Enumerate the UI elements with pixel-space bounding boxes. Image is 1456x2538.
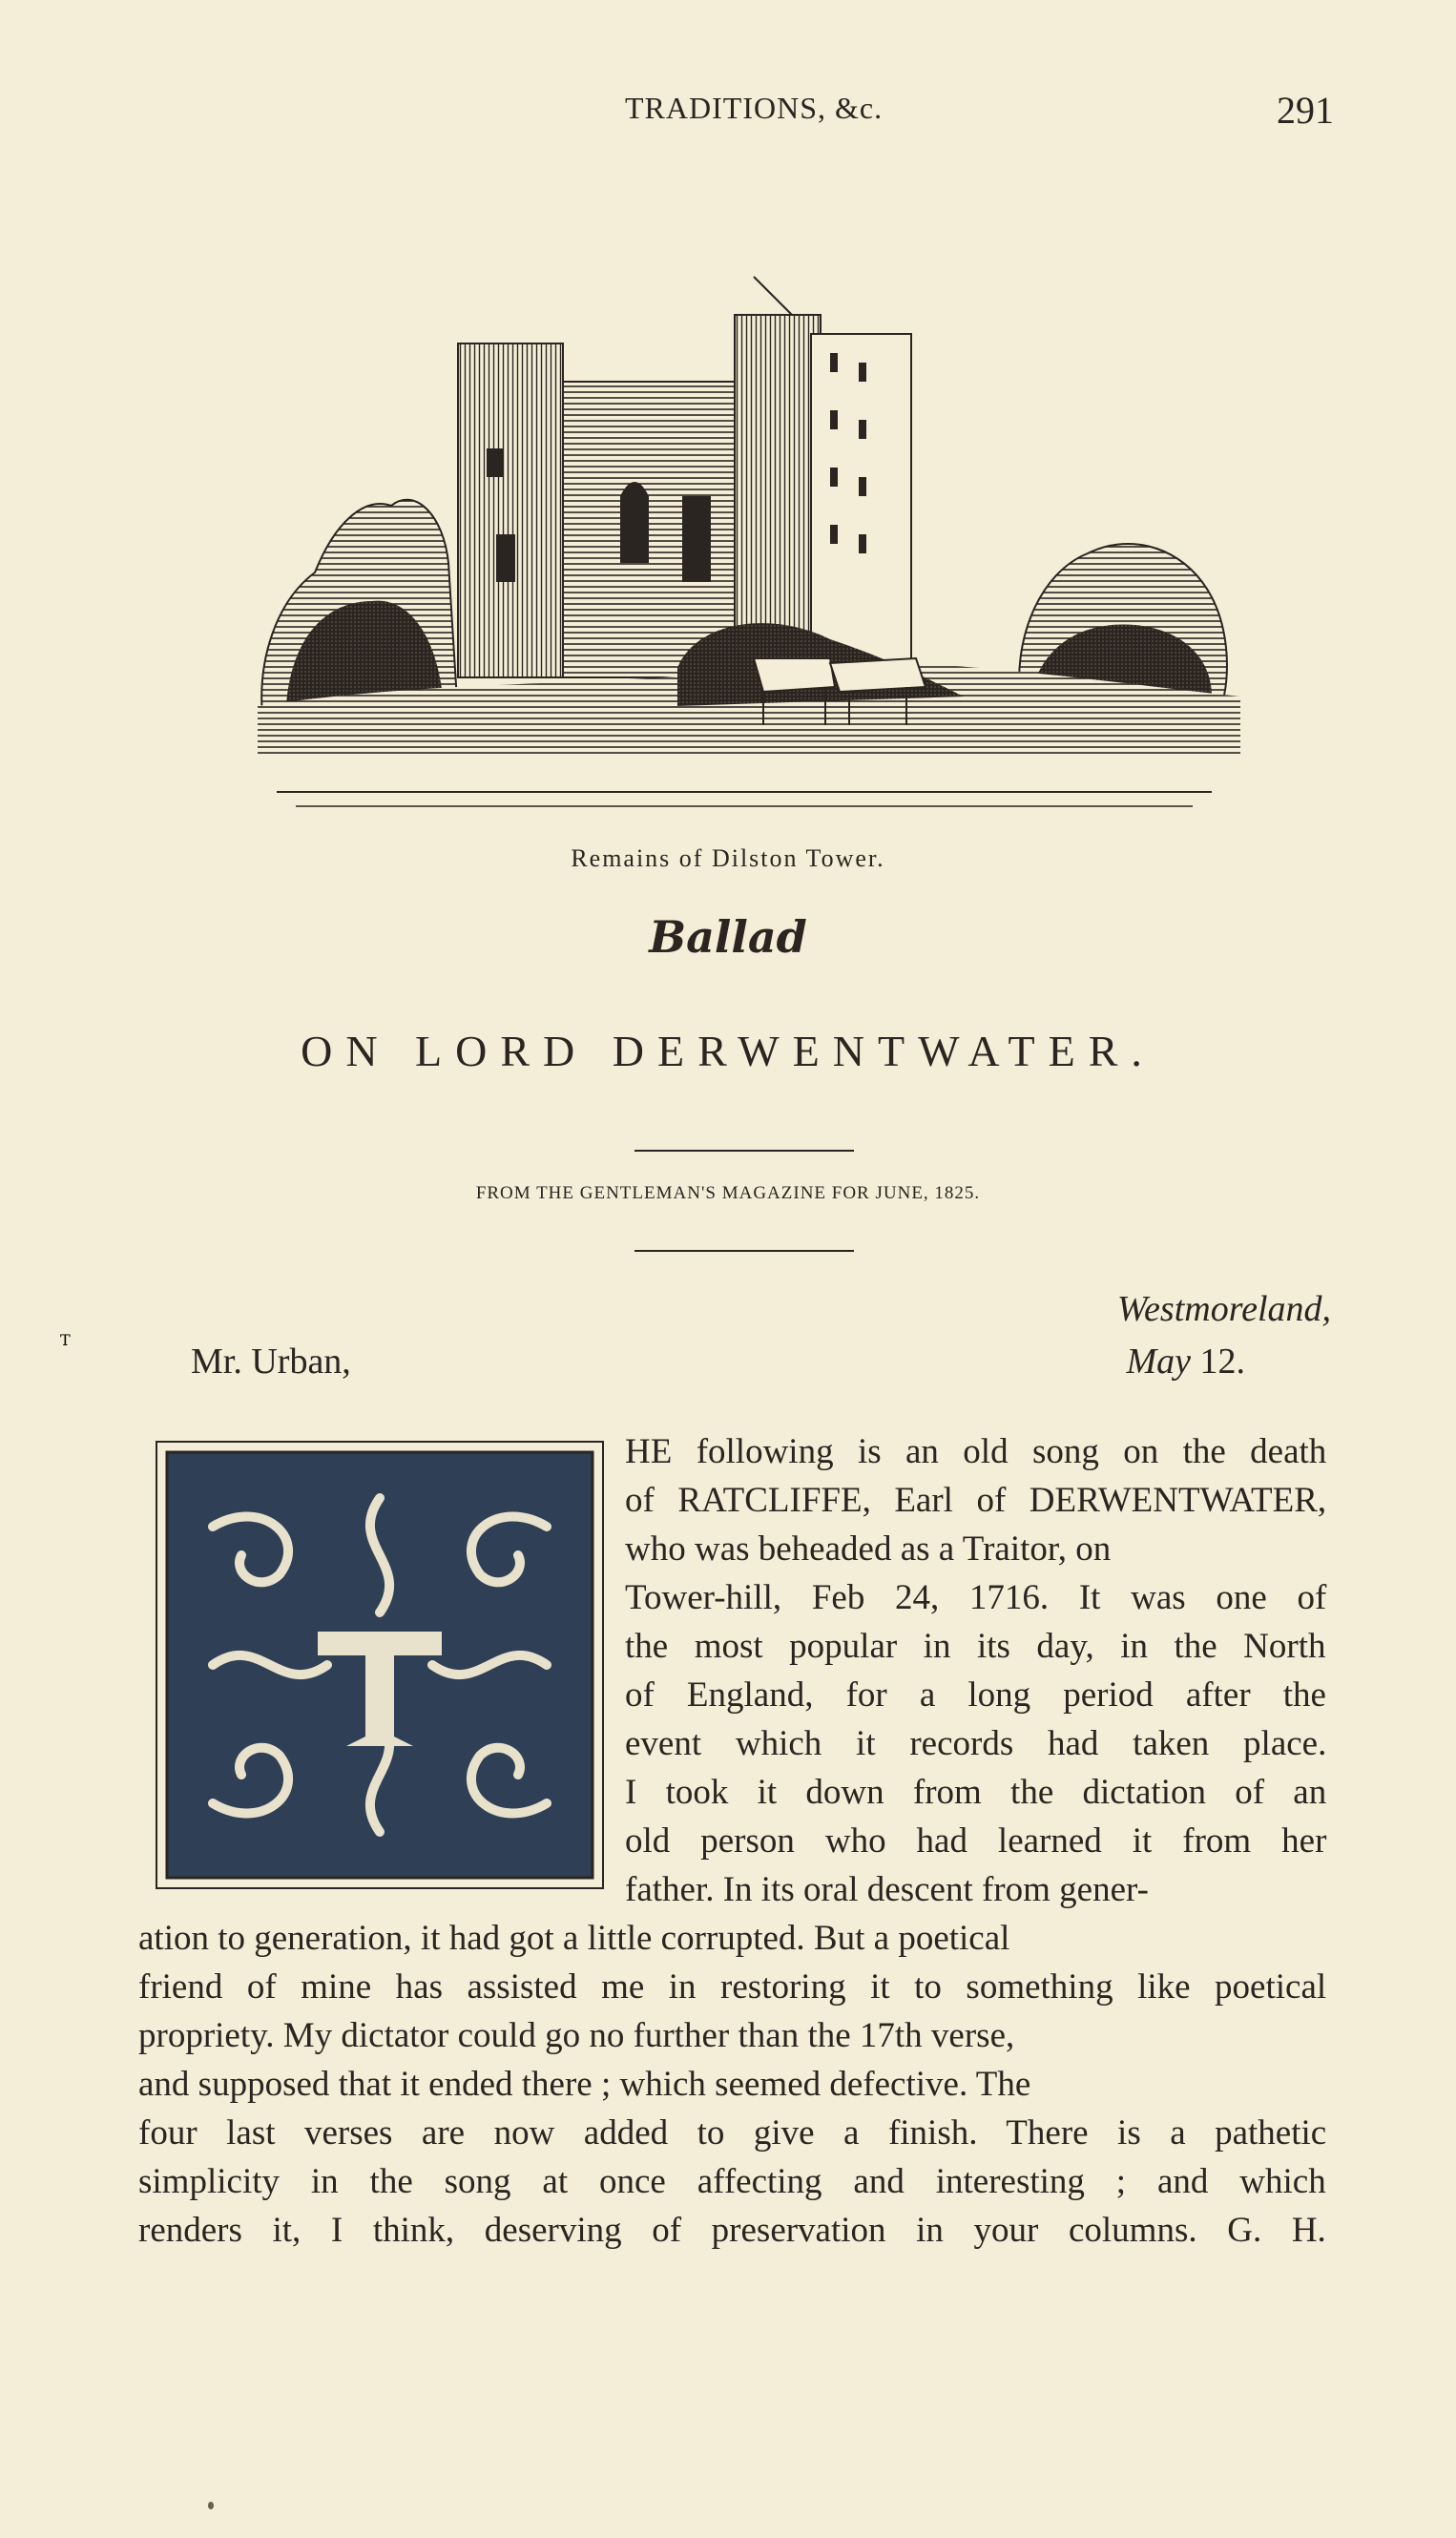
body-line	[138, 2112, 1326, 2153]
body-line-text: four last verses are now added to give a finish. There is a pathetic	[138, 2113, 1327, 2153]
rule-bottom	[634, 1250, 854, 1252]
body-line-text: the most popular in its day, in the North	[625, 1627, 1326, 1666]
body-line	[625, 1675, 1326, 1716]
body-line	[138, 2015, 1326, 2056]
source-note: FROM THE GENTLEMAN'S MAGAZINE FOR JUNE, 1825.	[475, 1183, 981, 1203]
body-line	[625, 1820, 1326, 1862]
body-line	[625, 1772, 1326, 1813]
body-line	[625, 1529, 1326, 1570]
body-line	[625, 1577, 1326, 1618]
body-line-text: of England, for a long period after the	[625, 1675, 1326, 1715]
letter-date-month: May	[1126, 1342, 1191, 1382]
rule-top	[634, 1150, 854, 1152]
body-line-text: simplicity in the song at once affecting and interesting ; and which	[138, 2162, 1326, 2201]
body-line	[625, 1626, 1326, 1667]
letter-salutation: Mr. Urban,	[191, 1342, 351, 1382]
body-line-text: HE following is an old song on the death	[625, 1432, 1327, 1471]
letter-place: Westmoreland,	[1116, 1289, 1331, 1329]
body-line-text: old person who had learned it from her	[625, 1821, 1327, 1861]
page-number: 291	[1277, 89, 1334, 132]
illustration-caption: Remains of Dilston Tower.	[571, 844, 885, 872]
body-line	[138, 2210, 1326, 2251]
letter-date	[954, 1341, 1245, 1383]
letter-date-day: 12.	[1199, 1342, 1245, 1382]
body-line	[138, 2064, 1326, 2105]
body-line-text: who was beheaded as a Traitor, on	[625, 1529, 1112, 1569]
drop-cap-letter: T	[60, 1331, 71, 1349]
body-line	[625, 1869, 1326, 1910]
body-line-text: father. In its oral descent from gener-	[625, 1870, 1149, 1909]
body-line-text: I took it down from the dictation of an	[625, 1773, 1327, 1812]
body-line	[138, 1966, 1326, 2008]
body-line-text: event which it records had taken place.	[625, 1724, 1327, 1763]
body-line-text: and supposed that it ended there ; which seemed defective. The	[138, 2065, 1031, 2104]
body-line-text: ation to generation, it had got a little corrupted. But a poetical	[138, 1919, 1010, 1958]
body-line-text: Tower-hill, Feb 24, 1716. It was one of	[625, 1578, 1327, 1617]
body-line-text: of RATCLIFFE, Earl of DERWENTWATER,	[625, 1481, 1327, 1520]
body-line-text: propriety. My dictator could go no further than the 17th verse,	[138, 2016, 1015, 2055]
body-line	[625, 1723, 1326, 1764]
running-head: TRADITIONS, &c.	[625, 91, 884, 125]
body-line	[625, 1480, 1326, 1521]
ink-speck	[208, 2502, 214, 2509]
dilston-tower-engraving	[258, 258, 1240, 821]
ballad-heading: Ballad	[649, 911, 807, 963]
body-line	[138, 1918, 1326, 1959]
ballad-title: ON LORD DERWENTWATER.	[301, 1027, 1155, 1075]
body-line	[138, 2161, 1326, 2202]
body-line-text: friend of mine has assisted me in restoring it to something like poetical	[138, 1967, 1327, 2007]
body-line	[625, 1431, 1326, 1472]
body-line-text: renders it, I think, deserving of preservation in your columns. G. H.	[138, 2211, 1326, 2250]
